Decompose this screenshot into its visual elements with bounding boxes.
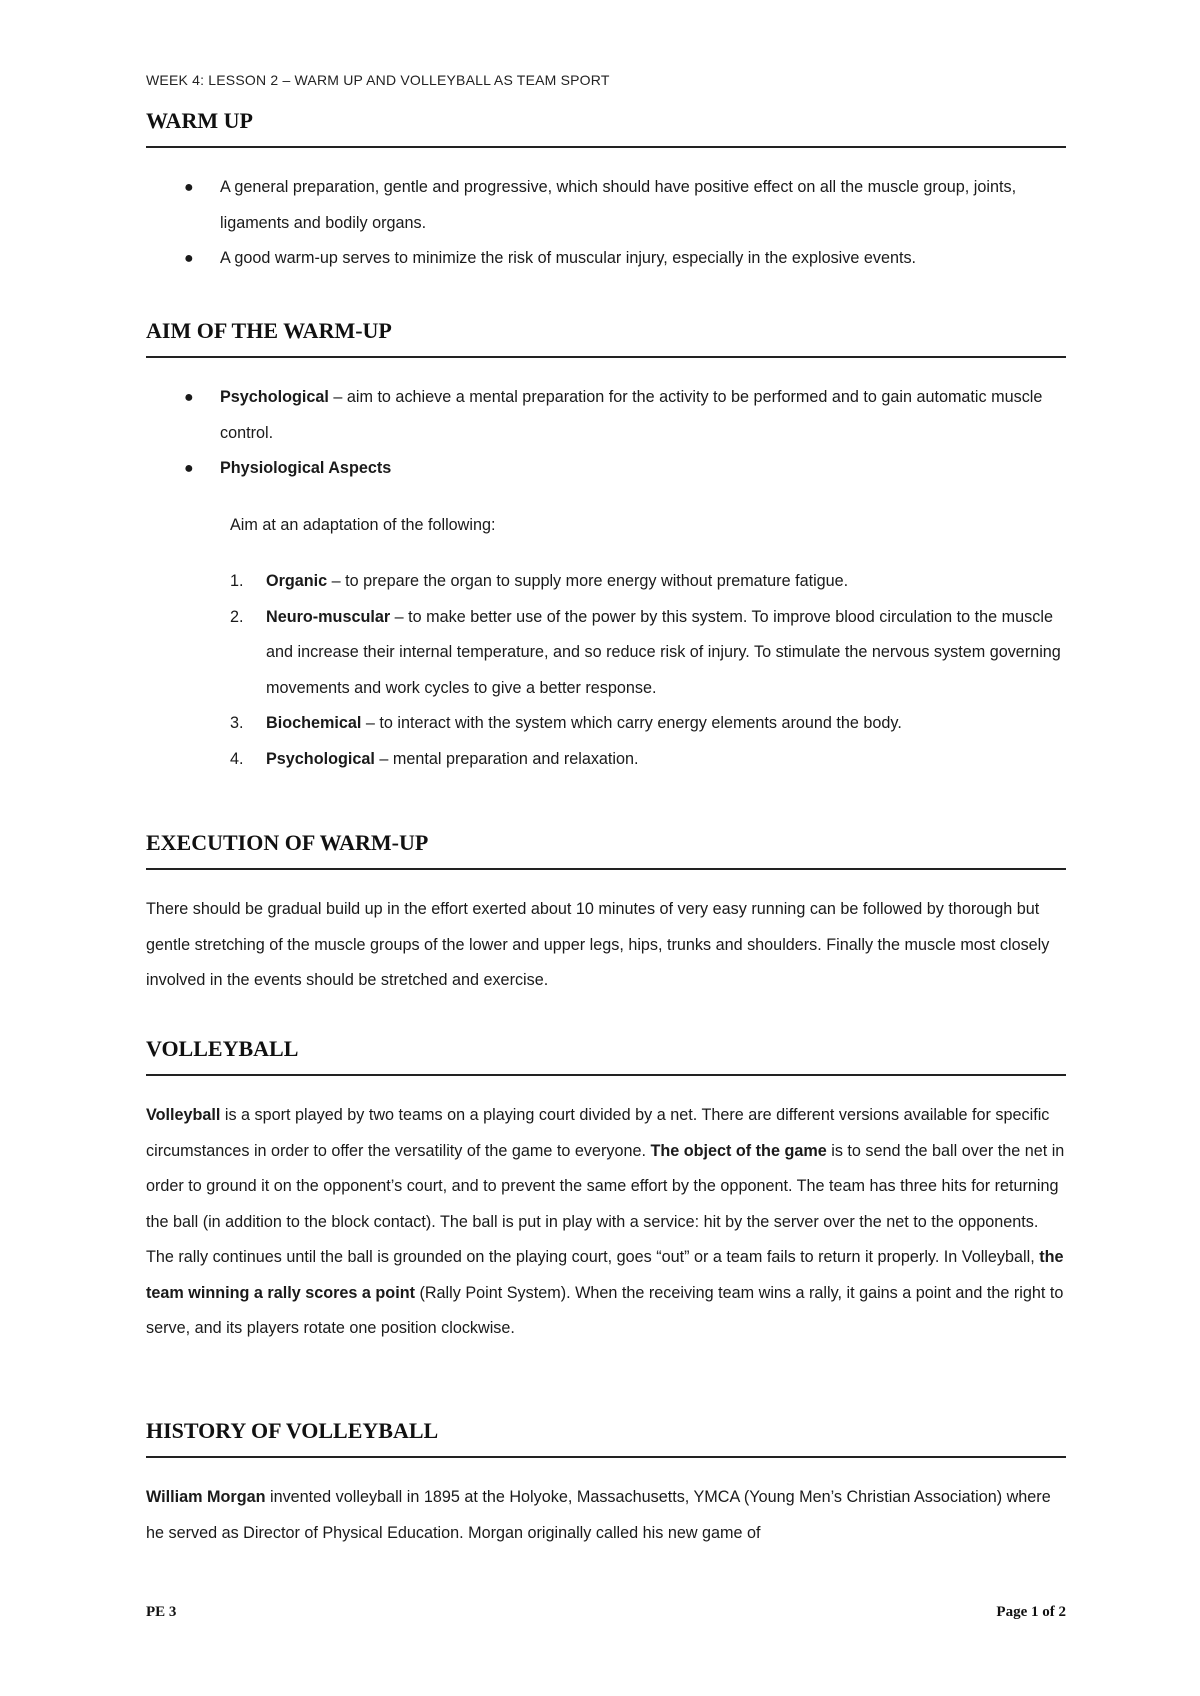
bullet-icon: ● (184, 179, 194, 196)
document-page (146, 0, 1066, 1696)
paragraph: There should be gradual build up in the effort exerted about 10 minutes of very easy running can be followed by thorough but gentle stretching of the muscle groups of the lower and upper legs, hips, trunks and shoulders. Finally the muscle most closely involved in the events should be stretched and exercise. (146, 900, 1050, 989)
bullet-icon: ● (184, 460, 194, 477)
list-item (146, 451, 1066, 487)
section-heading: AIM OF THE WARM-UP (146, 318, 1066, 358)
page-number: Page 1 of 2 (996, 1604, 1066, 1620)
section-history (146, 1418, 1066, 1551)
numbered-list (146, 564, 1066, 777)
section-aim (146, 318, 1066, 777)
list-item: ● A good warm-up serves to minimize the risk of muscular injury, especially in the explosive events. (146, 241, 1066, 277)
list-item: ● Psychological – aim to achieve a mental preparation for the activity to be performed and to gain automatic muscle control. (146, 380, 1066, 451)
list-item: ● A general preparation, gentle and progressive, which should have positive effect on all the muscle group, joints, ligaments and bodily organs. (146, 170, 1066, 241)
course-code: PE 3 (146, 1604, 177, 1620)
section-volleyball (146, 1036, 1066, 1347)
section-heading: EXECUTION OF WARM-UP (146, 830, 1066, 870)
list-item: 2. Neuro-muscular – to make better use of the power by this system. To improve blood circulation to the muscle and increase their internal temperature, and so reduce risk of injury. To stimulate the nervous system governing movements and work cycles to give a better response. (230, 607, 1061, 697)
bullet-list (146, 170, 1066, 277)
list-item: 4. Psychological – mental preparation and relaxation. (230, 749, 639, 768)
list-item: 1. Organic – to prepare the organ to supply more energy without premature fatigue. (230, 572, 849, 590)
paragraph: William Morgan invented volleyball in 1895 at the Holyoke, Massachusetts, YMCA (Young Men’s Christian Association) where he served as Director of Physical Education. Morgan originally called his new game of (146, 1488, 1051, 1542)
term: Physiological Aspects (220, 459, 392, 477)
aim-intro: Aim at an adaptation of the following: (230, 515, 496, 534)
bullet-icon: ● (184, 389, 194, 406)
paragraph: Volleyball is a sport played by two teams on a playing court divided by a net. There are different versions available for specific circumstances in order to offer the versatility of the game to everyone. The object of the game is to send the ball over the net in order to ground it on the opponent’s court, and to prevent the same effort by the opponent. The team has three hits for returning the ball (in addition to the block contact). The ball is put in play with a service: hit by the server over the net to the opponents. The rally continues until the ball is grounded on the playing court, goes “out” or a team fails to return it properly. In Volleyball, the team winning a rally scores a point (Rally Point System). When the receiving team wins a rally, it gains a point and the right to serve, and its players rotate one position clockwise. (146, 1106, 1065, 1337)
section-heading: HISTORY OF VOLLEYBALL (146, 1418, 1066, 1458)
bullet-list (146, 380, 1066, 487)
section-heading: VOLLEYBALL (146, 1036, 1066, 1076)
section-execution (146, 830, 1066, 999)
running-header: WEEK 4: LESSON 2 – WARM UP AND VOLLEYBALL AS TEAM SPORT (146, 72, 610, 88)
section-heading: WARM UP (146, 108, 1066, 148)
section-warm-up (146, 108, 1066, 277)
bullet-icon: ● (184, 250, 194, 267)
term: Psychological (220, 388, 329, 406)
list-item: 3. Biochemical – to interact with the system which carry energy elements around the body. (230, 714, 902, 732)
